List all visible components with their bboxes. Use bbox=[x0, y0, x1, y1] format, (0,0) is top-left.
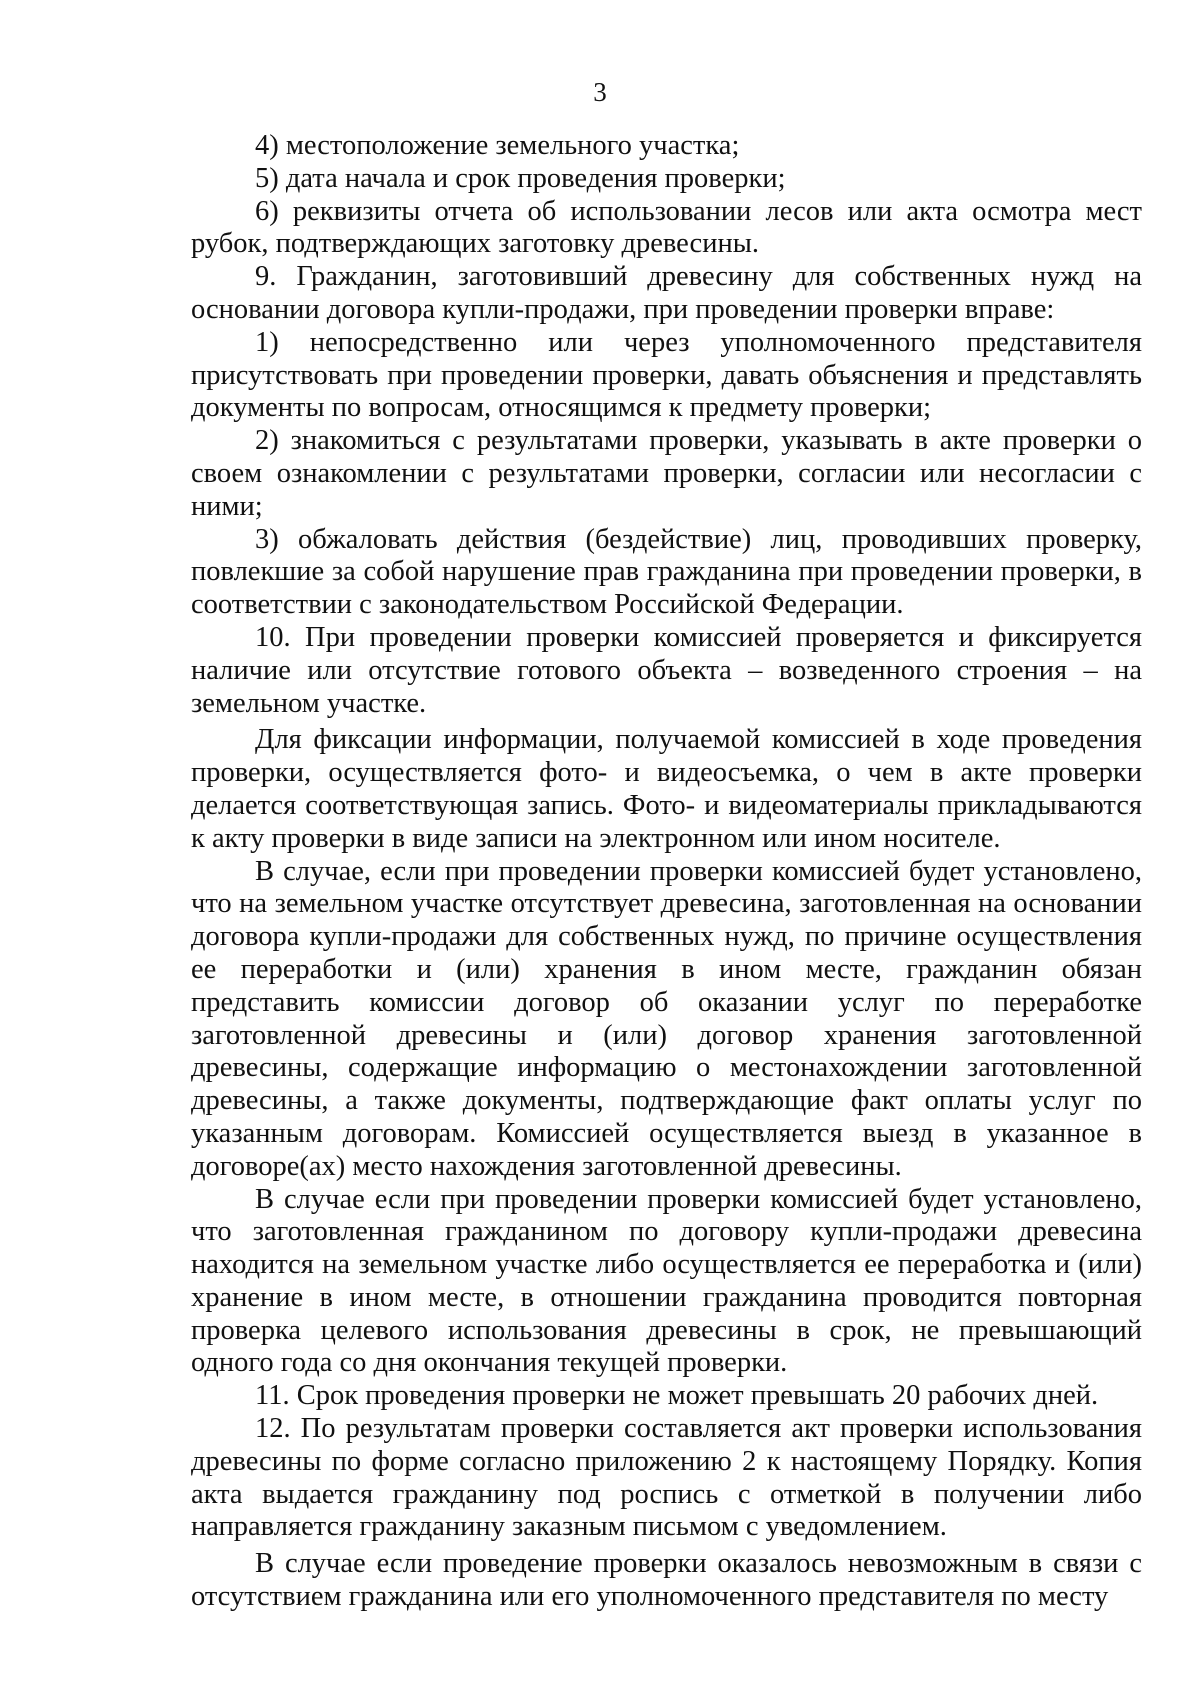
paragraph: Для фиксации информации, получаемой комиссией в ходе проведения проверки, осуществляется фото- и видеосъемка, о чем в акте проверки делается соответствующая запись. Фото- и видеоматериалы прикладываются к акту проверки в виде записи на электронном или ином носителе. bbox=[191, 724, 1142, 854]
paragraph: 12. По результатам проверки составляется акт проверки использования древесины по форме согласно приложению 2 к настоящему Порядку. Копия акта выдается гражданину под роспись с отметкой в получении либо направляется гражданину заказным письмом с уведомлением. bbox=[191, 1413, 1142, 1543]
paragraph: 9. Гражданин, заготовивший древесину для собственных нужд на основании договора купли-продажи, при проведении проверки вправе: bbox=[191, 261, 1142, 325]
paragraph: 4) местоположение земельного участка; bbox=[255, 130, 740, 161]
paragraph: 11. Срок проведения проверки не может превышать 20 рабочих дней. bbox=[255, 1380, 1099, 1412]
paragraph: 6) реквизиты отчета об использовании лесов или акта осмотра мест рубок, подтверждающих заготовку древесины. bbox=[191, 195, 1142, 260]
paragraph: В случае если проведение проверки оказалось невозможным в связи с отсутствием гражданина или его уполномоченного представителя по месту bbox=[191, 1548, 1142, 1613]
paragraph: 5) дата начала и срок проведения проверки; bbox=[255, 162, 786, 194]
paragraph: В случае, если при проведении проверки комиссией будет установлено, что на земельном участке отсутствует древесина, заготовленная на основании договора купли-продажи для собственных нужд, по причине осуществления ее переработки и (или) хранения в ином месте, гражданин обязан представить комиссии договор об оказании услуг по переработке заготовленной древесины и (или) договор хранения заготовленной древесины, содержащие информацию о местонахождении заготовленной древесины, а также документы, подтверждающие факт оплаты услуг по указанным договорам. Комиссией осуществляется выезд в указанное в договоре(ах) место нахождения заготовленной древесины. bbox=[191, 855, 1142, 1182]
paragraph: 3) обжаловать действия (бездействие) лиц, проводивших проверку, повлекшие за собой нарушение прав гражданина при проведении проверки, в соответствии с законодательством Российской Федерации. bbox=[191, 523, 1142, 621]
paragraph: В случае если при проведении проверки комиссией будет установлено, что заготовленная гражданином по договору купли-продажи древесина находится на земельном участке либо осуществляется ее переработка и (или) хранение в ином месте, в отношении гражданина проводится повторная проверка целевого использования древесины в срок, не превышающий одного года со дня окончания текущей проверки. bbox=[191, 1183, 1142, 1379]
paragraph: 10. При проведении проверки комиссией проверяется и фиксируется наличие или отсутствие готового объекта – возведенного строения – на земельном участке. bbox=[191, 621, 1142, 719]
page-number: 3 bbox=[593, 77, 607, 107]
paragraph: 1) непосредственно или через уполномоченного представителя присутствовать при проведении проверки, давать объяснения и представлять документы по вопросам, относящимся к предмету проверки; bbox=[191, 326, 1142, 424]
paragraph: 2) знакомиться с результатами проверки, указывать в акте проверки о своем ознакомлении с результатами проверки, согласии или несогласии с ними; bbox=[191, 425, 1142, 522]
document-body bbox=[191, 130, 1142, 1614]
